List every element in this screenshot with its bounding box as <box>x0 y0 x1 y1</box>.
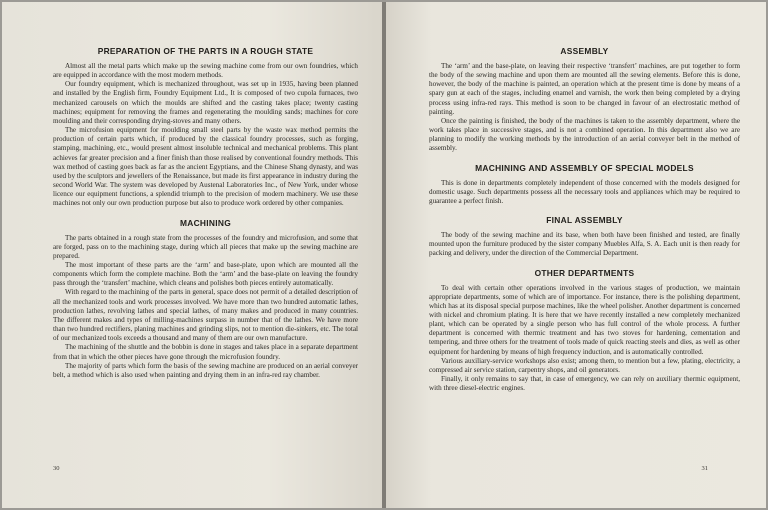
section-heading: PREPARATION OF THE PARTS IN A ROUGH STATE <box>97 46 314 56</box>
page-number: 30 <box>53 465 60 472</box>
paragraph: This is done in departments completely independent of those concerned with the models designed for domestic usage. Such departments possess all the necessary tools and appliances which may be required to guarantee a perfect finish. <box>429 178 740 205</box>
paragraph: To deal with certain other operations involved in the various stages of production, we maintain appropriate departments, some of which are of importance. For instance, there is the polishing department, which has at its disposal special purpose machines, like the wheel polisher. Another department is concerned with nickel and chromium plating. It is here that we have recently installed a new completely mechanized plant, which can be operated by a single person who has full control of the whole process. A further department is concerned with thermic treatment and has two stoves for hardening, cementation and tempering, and three others for the treatment of tools made of quick reacting steels and dies, as well as other equipment for hardening by means of high frequency induction, and is automatically controlled. <box>429 283 740 356</box>
section-heading: MACHINING AND ASSEMBLY OF SPECIAL MODELS <box>475 162 694 173</box>
section-final-assembly <box>429 215 740 258</box>
paragraph: The parts obtained in a rough state from the processes of the foundry and microfusion, and some that are forged, pass on to the machining stage, during which all pieces that make up the sewing machine are prepared. <box>53 233 358 260</box>
paragraph: Our foundry equipment, which is mechanized throughout, was set up in 1935, having been planned and installed by the English firm, Foundry Equipment Ltd., It is composed of two cupola furnaces, two mechanized carousels on which the moulds are shifted and the casting takes place; twenty casting machines; equipment for removing the frames and regenerating the moulding sands; machines for core moulding and their corresponding drying-stoves and many others. <box>53 80 358 125</box>
paragraph: The machining of the shuttle and the bobbin is done in stages and takes place in a separate department from that in which the other pieces have gone through the microfusion foundry. <box>53 343 358 361</box>
paragraph: Once the painting is finished, the body of the machines is taken to the assembly department, where the work takes place in successive stages, and is not a combined operation. In this department also we are planning to modify the working methods by the introduction of an aerial conveyer belt in the method of assembly. <box>429 116 740 153</box>
paragraph: Almost all the metal parts which make up the sewing machine come from our own foundries, which are equipped in accordance with the most modern methods. <box>53 62 358 80</box>
paragraph: The majority of parts which form the basis of the sewing machine are produced on an aerial conveyer belt, a method which is also used when painting and drying them in an infra-red ray chamber. <box>53 361 358 379</box>
paragraph: With regard to the machining of the parts in general, space does not permit of a detailed description of all the mechanized tools and work processes involved. We have more than two hundred automatic lathes, production lathes, revolving lathes and special lathes, of many makes and produced in many countries. The different makes and types of milling-machines surpass in number that of the lathes. We have more than two hundred rectifiers, planing machines and grinding slips, not to mention die-sinkers, etc. The total of our mechanized tools exceeds a thousand and many of them are our own manufacture. <box>53 288 358 343</box>
paragraph: Various auxiliary-service workshops also exist; among them, to mention but a few, plating, electricity, a compressed air service station, carpentry shops, and oil generators. <box>429 356 740 374</box>
paragraph: The body of the sewing machine and its base, when both have been finished and tested, are finally mounted upon the furniture produced by the sister company Muebles Alfa, S. A. Each unit is then ready for packing and delivery, under the direction of the Commercial Department. <box>429 231 740 258</box>
section-heading: MACHINING <box>179 217 232 228</box>
paragraph: The ‘arm’ and the base-plate, on leaving their respective ‘transfert’ machines, are put together to form the body of the sewing machine and upon them are mounted all the sewing elements. Before this is done, however, the body of the machine is painted, an operation which at the present time is done by means of a spary gun at each of the stages, including enamel and varnish, the work then being completed by a drying process using infra-red rays. This method is soon to be changed in favour of an electrostatic method of painting. <box>429 62 740 116</box>
section-preparation <box>53 46 358 209</box>
left-page <box>2 2 382 508</box>
section-machining <box>53 218 358 381</box>
paragraph: The microfusion equipment for moulding small steel parts by the waste wax method permits the production of certain parts which, if produced by the classical foundry processes, such as forging, stamping, machining, etc., would present almost insoluble technical and mechanical problems. This plant achieves far greater precision and a finer finish than those realised by conventional foundry methods. This wax method of casting goes back as far as the ancient Egyptians, and the Chinese Shang dynasty, and was used by the sculptors and jewellers of the Renaissance, but made its first appearance in industry during the second World War. The system was developed by Austenal Laboratories Inc., of New York, under whose licence our equipment functions, a splendid triumph to the precision of modern machinery. We use these machines not only our own production purpose but also to produce work ordered by other companies. <box>53 126 358 208</box>
paragraph: The most important of these parts are the ‘arm’ and base-plate, upon which are mounted all the components which form the complete machine. Both the ‘arm’ and the base-plate on leaving the foundry pass through the ‘transfert’ machine, which cleans and polishes both pieces entirely automatically. <box>53 260 358 288</box>
section-heading: OTHER DEPARTMENTS <box>534 267 635 278</box>
section-heading: FINAL ASSEMBLY <box>546 215 623 226</box>
section-special-models <box>429 163 740 206</box>
section-heading: ASSEMBLY <box>560 46 609 56</box>
right-page <box>386 2 766 508</box>
section-assembly <box>429 46 740 154</box>
paragraph: Finally, it only remains to say that, in case of emergency, we can rely on auxiliary thermic equipment, with three diesel-electric engines. <box>429 375 740 393</box>
page-number: 31 <box>701 465 708 472</box>
section-other-departments <box>429 268 740 394</box>
